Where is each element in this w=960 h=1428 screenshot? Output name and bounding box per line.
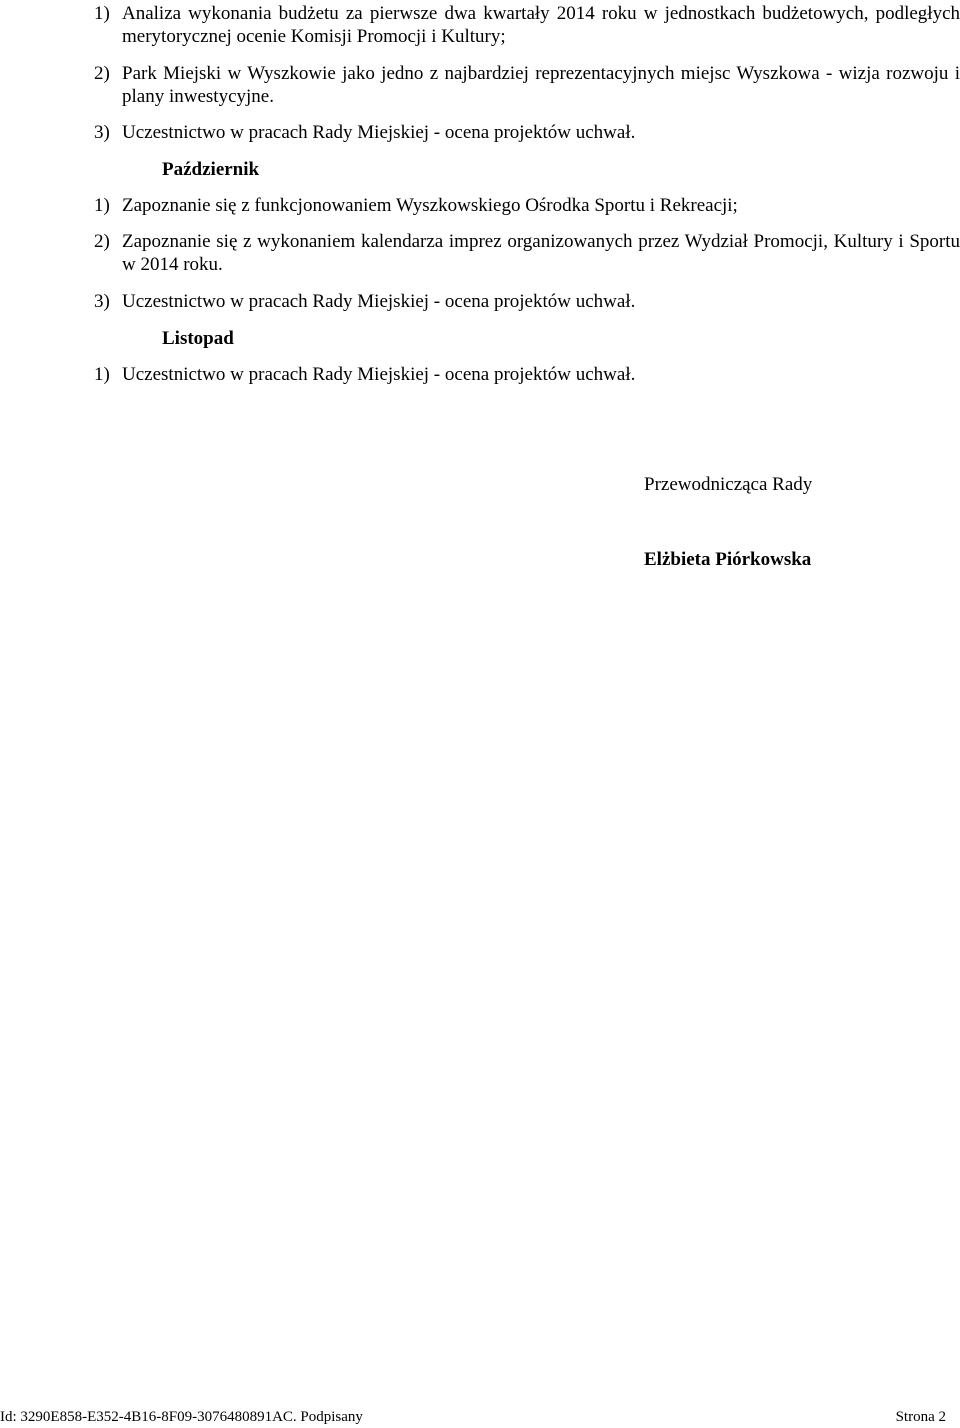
item-number: 3) <box>94 122 110 143</box>
item-text: Uczestnictwo w pracach Rady Miejskiej - ocena projektów uchwał. <box>122 122 636 143</box>
item-text: Analiza wykonania budżetu za pierwsze dwa kwartały 2014 roku w jednostkach budżetowych, podległych merytorycznej ocenie Komisji Promocji i Kultury; <box>122 3 960 47</box>
list-item <box>94 363 960 386</box>
item-number: 2) <box>94 231 110 252</box>
footer-page-number: Strona 2 <box>895 1409 946 1425</box>
item-number: 2) <box>94 63 110 84</box>
item-text: Uczestnictwo w pracach Rady Miejskiej - ocena projektów uchwał. <box>122 364 636 385</box>
item-text: Zapoznanie się z funkcjonowaniem Wyszkowskiego Ośrodka Sportu i Rekreacji; <box>122 195 738 216</box>
list-item <box>94 290 960 313</box>
footer-document-id: Id: 3290E858-E352-4B16-8F09-3076480891AC. Podpisany <box>0 1409 363 1425</box>
list-item <box>94 194 960 217</box>
month-heading-october: Październik <box>162 159 260 180</box>
item-number: 1) <box>94 3 110 24</box>
item-text: Park Miejski w Wyszkowie jako jedno z najbardziej reprezentacyjnych miejsc Wyszkowa - wizja rozwoju i plany inwestycyjne. <box>122 63 960 107</box>
item-number: 1) <box>94 364 110 385</box>
item-text: Uczestnictwo w pracach Rady Miejskiej - ocena projektów uchwał. <box>122 291 636 312</box>
item-number: 3) <box>94 291 110 312</box>
list-item <box>94 230 960 276</box>
list-item <box>94 62 960 108</box>
signature-name: Elżbieta Piórkowska <box>644 549 812 570</box>
item-number: 1) <box>94 195 110 216</box>
signature-title: Przewodnicząca Rady <box>644 474 813 495</box>
list-item <box>94 121 960 144</box>
month-heading-november: Listopad <box>162 328 234 349</box>
item-text: Zapoznanie się z wykonaniem kalendarza imprez organizowanych przez Wydział Promocji, Kultury i Sportu w 2014 roku. <box>122 231 960 275</box>
list-item <box>94 2 960 48</box>
